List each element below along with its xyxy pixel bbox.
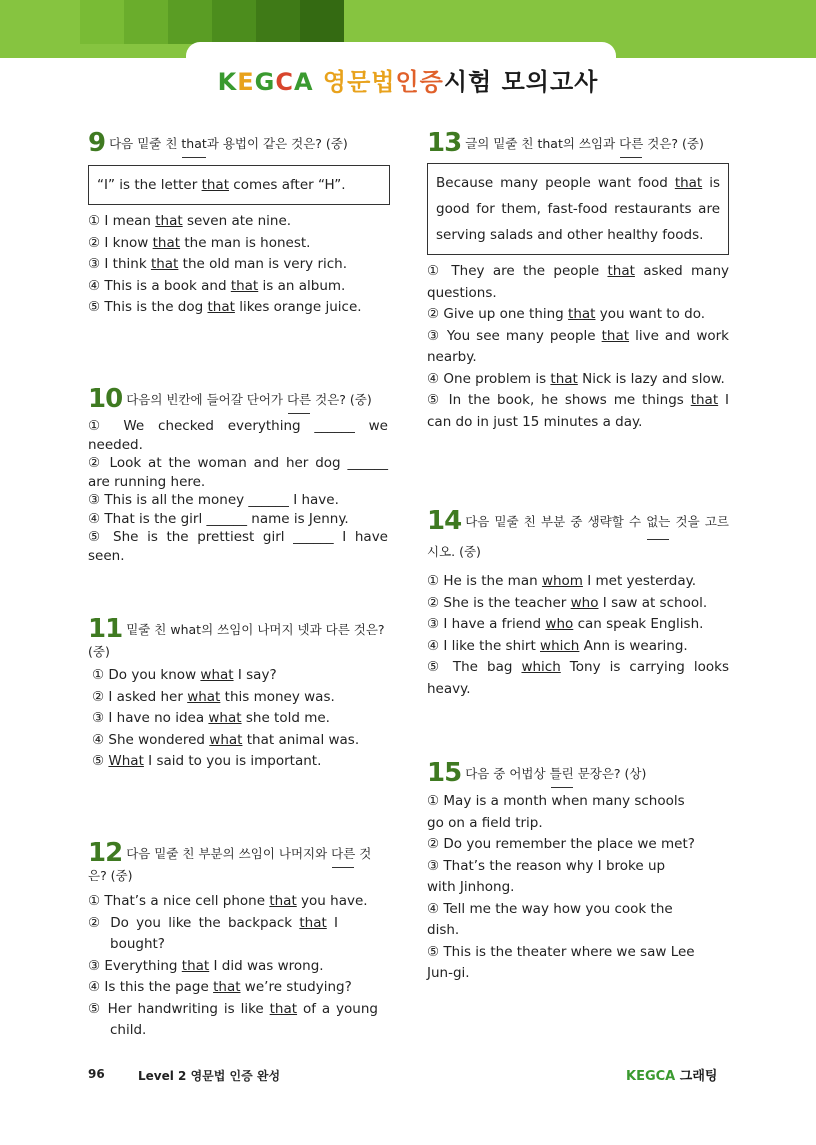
question-13-heading: 13 글의 밑줄 친 that의 쓰임과 다른 것은? (중) [427,128,704,158]
page-number: 96 [88,1067,105,1081]
question-10-heading: 10 다음의 빈칸에 들어갈 단어가 다른 것은? (중) [88,384,372,414]
header-stripe [80,0,124,44]
option: ① Do you know what I say? [92,667,277,683]
option: ④ This is a book and that is an album. [88,277,346,294]
question-12-heading: 12 다음 밑줄 친 부분의 쓰임이 나머지와 다른 것은? (중) [88,838,372,883]
option: ③ Everything that I did was wrong. [88,957,324,974]
option: ② Do you remember the place we met? [427,836,695,852]
option: ⑤ What I said to you is important. [92,753,322,769]
option: ③ This is all the money ______ I have. [88,492,339,508]
question-15-heading: 15 다음 중 어법상 틀린 문장은? (상) [427,758,647,788]
question-13-box: Because many people want food that is good for them, fast-food restaurants are serving salads and other healthy foods. [427,163,729,255]
option: ③ That’s the reason why I broke up with Jinhong. [427,857,666,895]
question-9-box: “I” is the letter that comes after “H”. [88,165,390,205]
option: ③ I have a friend who can speak English. [427,616,704,632]
question-9 [88,128,390,319]
option: ① They are the people that asked many questions. [427,263,729,301]
header-stripe [124,0,168,44]
option: ④ Is this the page that we’re studying? [88,979,352,995]
option: ④ Tell me the way how you cook the dish. [427,900,673,938]
question-9-heading: 9 다음 밑줄 친 that과 용법이 같은 것은? (중) [88,128,348,158]
option: ① He is the man whom I met yesterday. [427,573,696,589]
question-14 [427,506,729,700]
option: ⑤ She is the prettiest girl ______ I have seen. [88,529,388,564]
option: ② Do you like the backpack that I bought? [88,914,338,952]
footer-brand: KEGCA 그래팅 [626,1069,718,1084]
option: ④ One problem is that Nick is lazy and slow. [427,370,725,387]
question-11 [88,614,388,773]
option: ⑤ Her handwriting is like that of a young child. [88,1000,378,1038]
option: ① That’s a nice cell phone that you have. [88,893,368,909]
option: ① May is a month when many schools go on a field trip. [427,793,685,831]
option: ① I mean that seven ate nine. [88,213,292,229]
option: ④ She wondered what that animal was. [92,731,360,748]
option: ② Look at the woman and her dog ______ are running here. [88,455,388,490]
question-14-heading: 14 다음 밑줄 친 부분 중 생략할 수 없는 것을 고르시오. (중) [427,506,729,559]
header-stripe [212,0,256,44]
option: ⑤ This is the theater where we saw Lee Jun-gi. [427,943,695,981]
option: ④ I like the shirt which Ann is wearing. [427,637,688,654]
page-title: KEGCA 영문법인증시험 모의고사 [217,68,599,96]
option: ③ I have no idea what she told me. [92,710,330,726]
option: ③ I think that the old man is very rich. [88,256,348,272]
option: ⑤ This is the dog that likes orange juice. [88,299,362,315]
option: ⑤ In the book, he shows me things that I can do in just 15 minutes a day. [427,392,729,430]
header-stripe [168,0,212,44]
option: ② I know that the man is honest. [88,234,311,251]
option: ② Give up one thing that you want to do. [427,306,706,322]
option: ⑤ The bag which Tony is carrying looks heavy. [427,659,729,697]
option: ② She is the teacher who I saw at school. [427,594,708,611]
header-stripe [256,0,300,44]
question-12 [88,838,388,1042]
option: ③ You see many people that live and work nearby. [427,327,729,365]
question-13 [427,128,729,433]
option: ④ That is the girl ______ name is Jenny. [88,510,349,527]
question-15 [427,758,717,985]
option: ② I asked her what this money was. [92,688,335,705]
question-10 [88,384,388,565]
question-11-heading: 11 밑줄 친 what의 쓰임이 나머지 넷과 다른 것은? (중) [88,614,385,659]
header-stripe [300,0,344,44]
option: ① We checked everything ______ we needed. [88,418,388,453]
footer-level: Level 2 영문법 인증 완성 [138,1069,281,1083]
